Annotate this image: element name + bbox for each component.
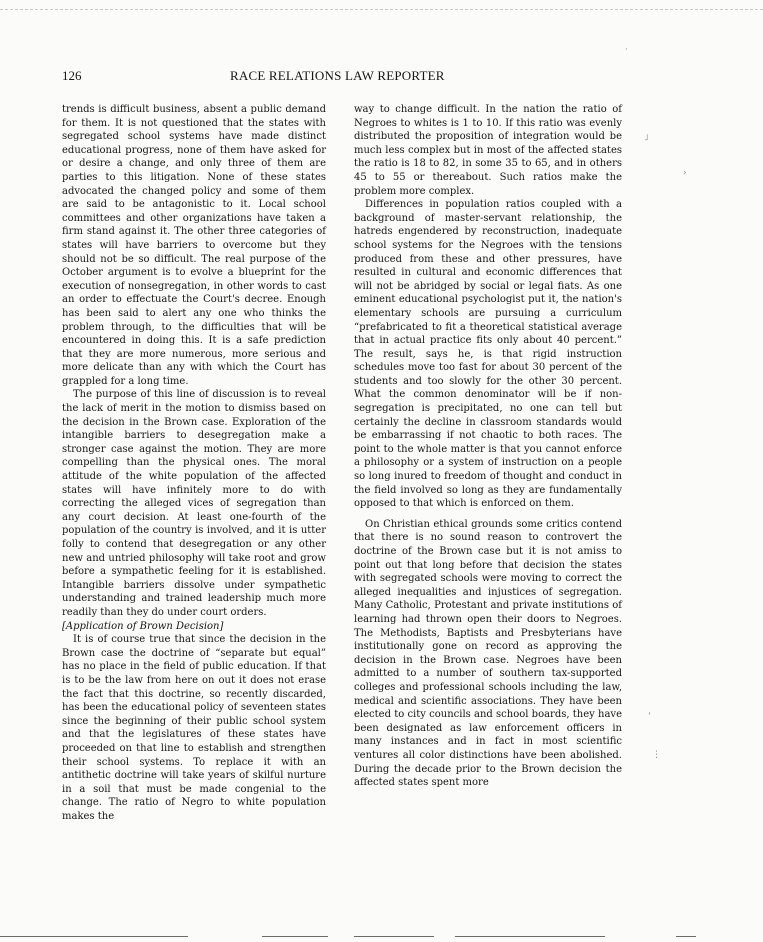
bottom-rule xyxy=(354,936,434,937)
stray-mark: ⋮ xyxy=(652,750,661,760)
bottom-rule xyxy=(455,936,605,937)
section-heading: [Application of Brown Decision] xyxy=(62,620,224,632)
paragraph: On Christian ethical grounds some critics contend that there is no sound reason to controvert the doctrine of the Brown case but it is not amiss to point out that long before that decision the states with segregated schools were moving to correct the alleged inequalities and injustices of segregation. Many Catholic, Protestant and private institutions of learning had thrown open their doors to Negroes. The Methodists, Baptists and Presbyterians have institutionally gone on record as approving the decision in the Brown case. Negroes have been admitted to a number of southern tax-supported colleges and professional schools including the law, medical and scientific associations. They have been elected to city councils and school boards, they have been designated as law enforcement officers in many instances and in fact in most scientific ventures all color distinctions have been abolished. During the decade prior to the Brown decision the affected states spent more xyxy=(354,518,622,789)
right-column xyxy=(354,103,622,790)
stray-mark: ˩ xyxy=(644,133,649,143)
top-dashed-rule xyxy=(0,9,763,10)
running-head: RACE RELATIONS LAW REPORTER xyxy=(230,68,445,83)
paragraph: It is of course true that since the decision in the Brown case the doctrine of “separate but equal” has no place in the field of public education. If that is to be the law from here on out it does not erase the fact that this doctrine, so recently discarded, has been the educational policy of seventeen states since the beginning of their public school system and that the legislatures of these states have proceeded on that line to establish and strengthen their school systems. To replace it with an antithetic doctrine will take years of skilful nurture in a soil that must be made congenial to the change. The ratio of Negro to white population makes the xyxy=(62,634,326,822)
left-column xyxy=(62,103,326,823)
stray-mark: ʼ xyxy=(648,712,651,722)
paragraph: Differences in population ratios coupled with a background of master-servant relationship, the hatreds engendered by reconstruction, inadequate school systems for the Negroes with the tensions produced from these and other pressures, have resulted in cultural and economic differences that will not be abridged by social or legal fiats. As one eminent educational psychologist put it, the nation's elementary schools are pursuing a curriculum “prefabricated to fit a theoretical statistical average that in actual practice fits only about 40 percent.” The result, says he, is that rigid instruction schedules move too fast for about 30 percent of the students and too slowly for the other 30 percent. What the common denominator will be if non-segregation is precipitated, no one can tell but certainly the decline in classroom standards would be embarrassing if not chaotic to both races. The point to the whole matter is that you cannot enforce a philosophy or a system of instruction on a people so long inured to freedom of thought and conduct in the field involved so long as they are fundamentally opposed to that which is enforced on them. xyxy=(354,199,622,510)
page-header xyxy=(62,68,662,86)
stray-mark: · xyxy=(625,45,628,55)
page-number: 126 xyxy=(62,68,82,83)
bottom-rule xyxy=(262,936,328,937)
bottom-rule xyxy=(0,936,188,937)
bottom-rule xyxy=(676,936,696,937)
paragraph: The purpose of this line of discussion is to reveal the lack of merit in the motion to dismiss based on the decision in the Brown case. Exploration of the intangible barriers to desegregation make a stronger case against the motion. They are more compelling than the physical ones. The moral attitude of the white population of the affected states will have infinitely more to do with correcting the alleged vices of segregation than any court decision. At least one-fourth of the population of the country is involved, and it is utter folly to contend that desegregation or any other new and untried philosophy will take root and grow before a sympathetic feeling for it is established. Intangible barriers dissolve under sympathetic understanding and trained leadership much more readily than they do under court orders. xyxy=(62,389,326,618)
stray-mark: › xyxy=(683,168,687,178)
paragraph: way to change difficult. In the nation the ratio of Negroes to whites is 1 to 10. If this ratio was evenly distributed the proposition of integration would be much less complex but in most of the affected states the ratio is 18 to 82, in some 35 to 65, and in others 45 to 55 or thereabout. Such ratios make the problem more complex. xyxy=(354,104,622,197)
paragraph: trends is difficult business, absent a public demand for them. It is not questioned that the states with segregated school systems have made distinct educational progress, none of them have asked for or desire a change, and only three of them are parties to this litigation. None of these states advocated the changed policy and some of them are said to be antagonistic to it. Local school committees and other organizations have taken a firm stand against it. The other three categories of states will have barriers to overcome but they should not be so difficult. The real purpose of the October argument is to evolve a blueprint for the execution of nonsegregation, in other words to cast an order to effectuate the Court's decree. Enough has been said to alert any one who thinks the problem through, to the difficulties that will be encountered in doing this. It is a safe prediction that they are more numerous, more serious and more delicate than any with which the Court has grappled for a long time. xyxy=(62,104,326,387)
